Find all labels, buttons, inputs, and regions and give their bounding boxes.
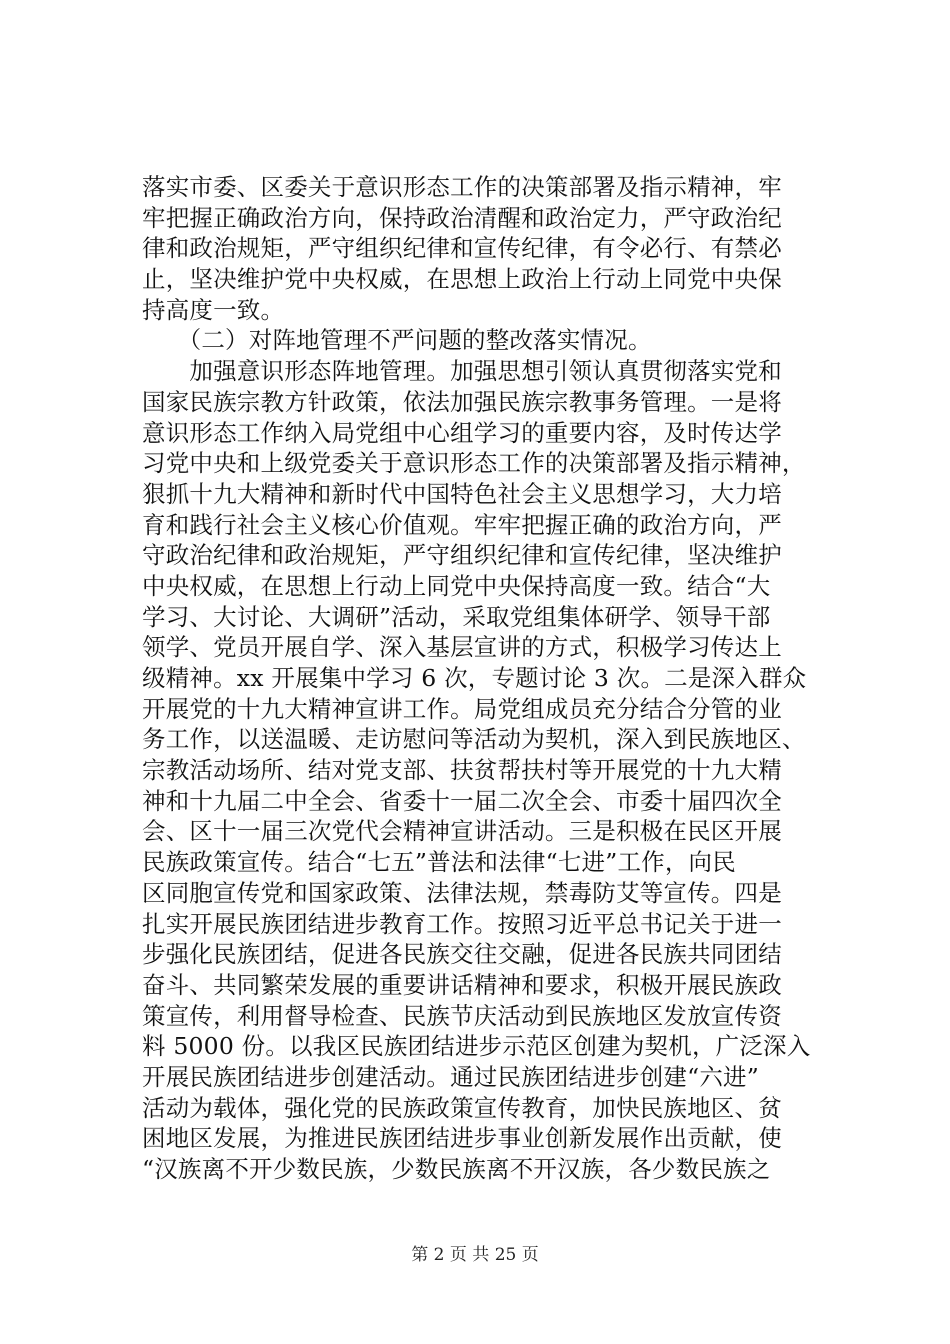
text-line: 步强化民族团结，促进各民族交往交融，促进各民族共同团结 xyxy=(142,940,782,969)
text-line: 区同胞宣传党和国家政策、法律法规，禁毒防艾等宣传。四是 xyxy=(142,878,782,907)
text-line: 中央权威，在思想上行动上同党中央保持高度一致。结合“大 xyxy=(142,571,771,600)
text-line: 狠抓十九大精神和新时代中国特色社会主义思想学习，大力培 xyxy=(142,479,782,508)
text-line: 习党中央和上级党委关于意识形态工作的决策部署及指示精神， xyxy=(142,449,806,478)
text-line: 持高度一致。 xyxy=(142,295,285,324)
text-line: 学习、大讨论、大调研”活动，采取党组集体研学、领导干部 xyxy=(142,602,771,631)
text-line: “汉族离不开少数民族，少数民族离不开汉族，各少数民族之 xyxy=(142,1155,771,1183)
page-footer: 第 2 页 共 25 页 xyxy=(411,1245,539,1265)
text-line: 困地区发展，为推进民族团结进步事业创新发展作出贡献，使 xyxy=(142,1124,782,1153)
text-line: 料 5000 份。以我区民族团结进步示范区创建为契机，广泛深入 xyxy=(142,1032,811,1061)
text-line: 民族政策宣传。结合“七五”普法和法律“七进”工作，向民 xyxy=(142,848,736,877)
text-line: 领学、党员开展自学、深入基层宣讲的方式，积极学习传达上 xyxy=(142,633,782,662)
text-line: 务工作，以送温暖、走访慰问等活动为契机，深入到民族地区、 xyxy=(142,725,806,754)
text-line: 育和践行社会主义核心价值观。牢牢把握正确的政治方向，严 xyxy=(142,510,782,539)
text-line: 扎实开展民族团结进步教育工作。按照习近平总书记关于进一 xyxy=(142,909,782,938)
text-line: 会、区十一届三次党代会精神宣讲活动。三是积极在民区开展 xyxy=(142,817,782,846)
body-text xyxy=(142,172,828,1185)
text-line: 神和十九届二中全会、省委十一届二次全会、市委十届四次全 xyxy=(142,786,782,815)
text-line: 开展党的十九大精神宣讲工作。局党组成员充分结合分管的业 xyxy=(142,694,782,723)
text-line: 落实市委、区委关于意识形态工作的决策部署及指示精神，牢 xyxy=(142,173,782,201)
text-line: 牢把握正确政治方向，保持政治清醒和政治定力，严守政治纪 xyxy=(142,203,782,232)
text-line: 加强意识形态阵地管理。加强思想引领认真贯彻落实党和 xyxy=(142,357,782,386)
text-line: 宗教活动场所、结对党支部、扶贫帮扶村等开展党的十九大精 xyxy=(142,756,782,785)
text-line: 开展民族团结进步创建活动。通过民族团结进步创建“六进” xyxy=(142,1062,759,1091)
text-line: 级精神。xx 开展集中学习 6 次，专题讨论 3 次。二是深入群众 xyxy=(142,664,807,692)
text-line: 律和政治规矩，严守组织纪律和宣传纪律，有令必行、有禁必 xyxy=(142,234,782,263)
text-line: 国家民族宗教方针政策，依法加强民族宗教事务管理。一是将 xyxy=(142,387,782,416)
text-line: 止，坚决维护党中央权威，在思想上政治上行动上同党中央保 xyxy=(142,265,782,294)
text-line: 意识形态工作纳入局党组中心组学习的重要内容，及时传达学 xyxy=(142,418,782,447)
text-line: （二）对阵地管理不严问题的整改落实情况。 xyxy=(142,326,652,355)
text-line: 奋斗、共同繁荣发展的重要讲话精神和要求，积极开展民族政 xyxy=(142,970,782,999)
text-line: 活动为载体，强化党的民族政策宣传教育，加快民族地区、贫 xyxy=(142,1093,782,1122)
text-line: 策宣传，利用督导检查、民族节庆活动到民族地区发放宣传资 xyxy=(142,1001,782,1030)
text-line: 守政治纪律和政治规矩，严守组织纪律和宣传纪律，坚决维护 xyxy=(142,541,782,570)
